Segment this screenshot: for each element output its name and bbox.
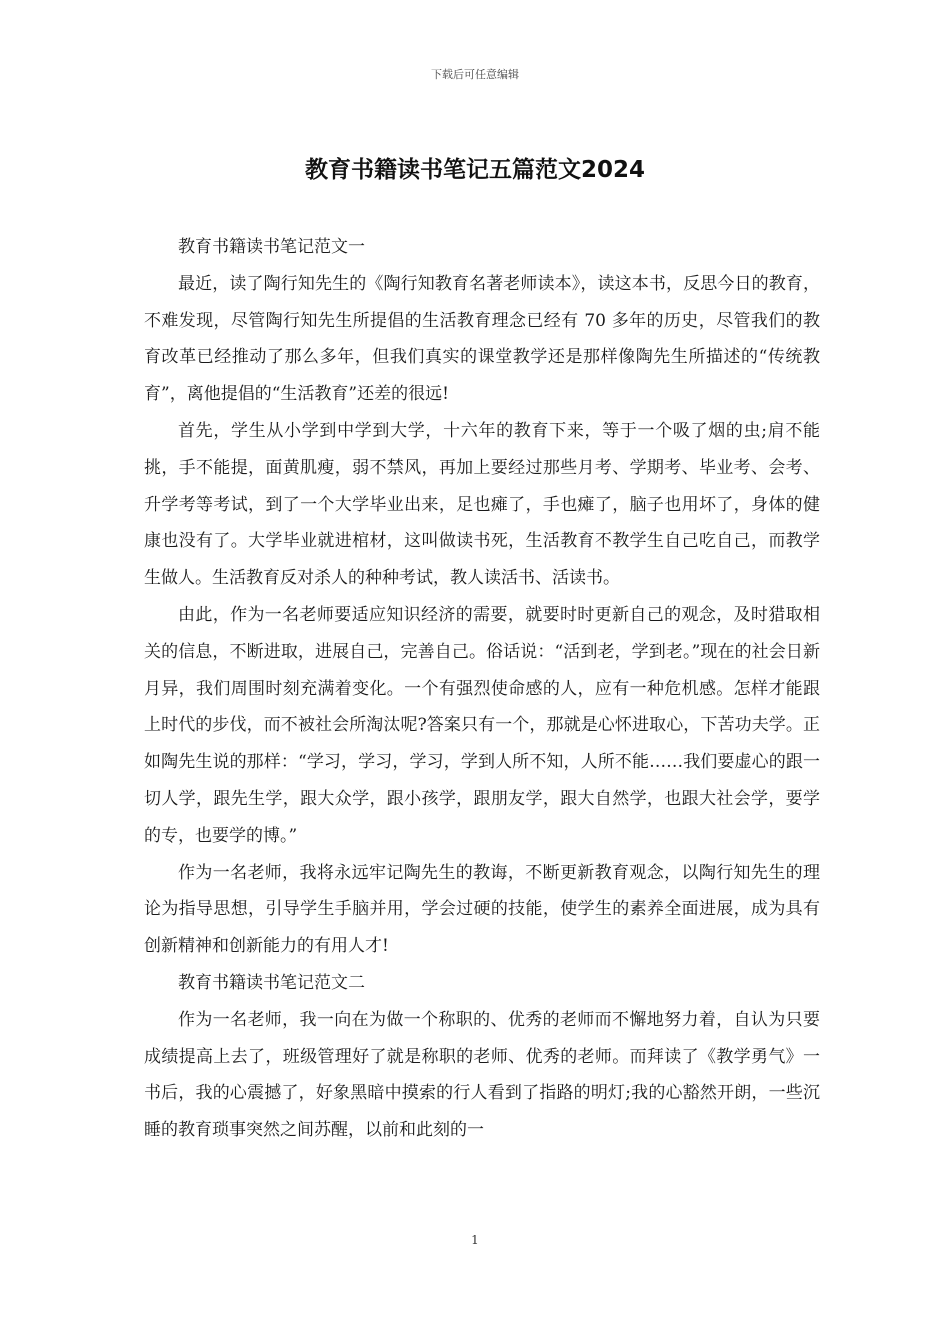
section-heading-1: 教育书籍读书笔记范文一 (178, 237, 365, 257)
document-title: 教育书籍读书笔记五篇范文2024 (304, 157, 645, 183)
paragraph: 首先，学生从小学到中学到大学，十六年的教育下来，等于一个吸了烟的虫;肩不能挑，手不能提，面黄肌瘦，弱不禁风，再加上要经过那些月考、学期考、毕业考、会考、升学考等考试，到了一个大学毕业出来，足也瘫了，手也瘫了，脑子也用坏了，身体的健康也没有了。大学毕业就进棺材，这叫做读书死，生活教育不教学生自己吃自己，而教学生做人。生活教育反对杀人的种种考试，教人读活书、活读书。 (144, 420, 820, 589)
document-body (144, 229, 820, 1149)
header-note: 下载后可任意编辑 (431, 68, 519, 81)
paragraph: 作为一名老师，我一向在为做一个称职的、优秀的老师而不懈地努力着，自认为只要成绩提高上去了，班级管理好了就是称职的老师、优秀的老师。而拜读了《教学勇气》一书后，我的心震撼了，好象黑暗中摸索的行人看到了指路的明灯;我的心豁然开朗，一些沉睡的教育琐事突然之间苏醒，以前和此刻的一 (144, 1009, 820, 1141)
paragraph: 最近，读了陶行知先生的《陶行知教育名著老师读本》，读这本书，反思今日的教育，不难发现，尽管陶行知先生所提倡的生活教育理念已经有 70 多年的历史，尽管我们的教育改革已经推动了那么多年，但我们真实的课堂教学还是那样像陶先生所描述的“传统教育”，离他提倡的“生活教育”还差的很远! (144, 273, 820, 405)
paragraph: 作为一名老师，我将永远牢记陶先生的教诲，不断更新教育观念，以陶行知先生的理论为指导思想，引导学生手脑并用，学会过硬的技能，使学生的素养全面进展，成为具有创新精神和创新能力的有用人才! (144, 862, 820, 957)
page-number: 1 (471, 1233, 479, 1247)
section-heading-2: 教育书籍读书笔记范文二 (178, 972, 365, 993)
paragraph: 由此，作为一名老师要适应知识经济的需要，就要时时更新自己的观念，及时猎取相关的信息，不断进取，进展自己，完善自己。俗话说：“活到老，学到老。”现在的社会日新月异，我们周围时刻充满着变化。一个有强烈使命感的人，应有一种危机感。怎样才能跟上时代的步伐，而不被社会所淘汰呢?答案只有一个，那就是心怀进取心，下苦功夫学。正如陶先生说的那样：“学习，学习，学习，学到人所不知，人所不能……我们要虚心的跟一切人学，跟先生学，跟大众学，跟小孩学，跟朋友学，跟大自然学，也跟大社会学，要学的专，也要学的博。” (144, 604, 820, 846)
